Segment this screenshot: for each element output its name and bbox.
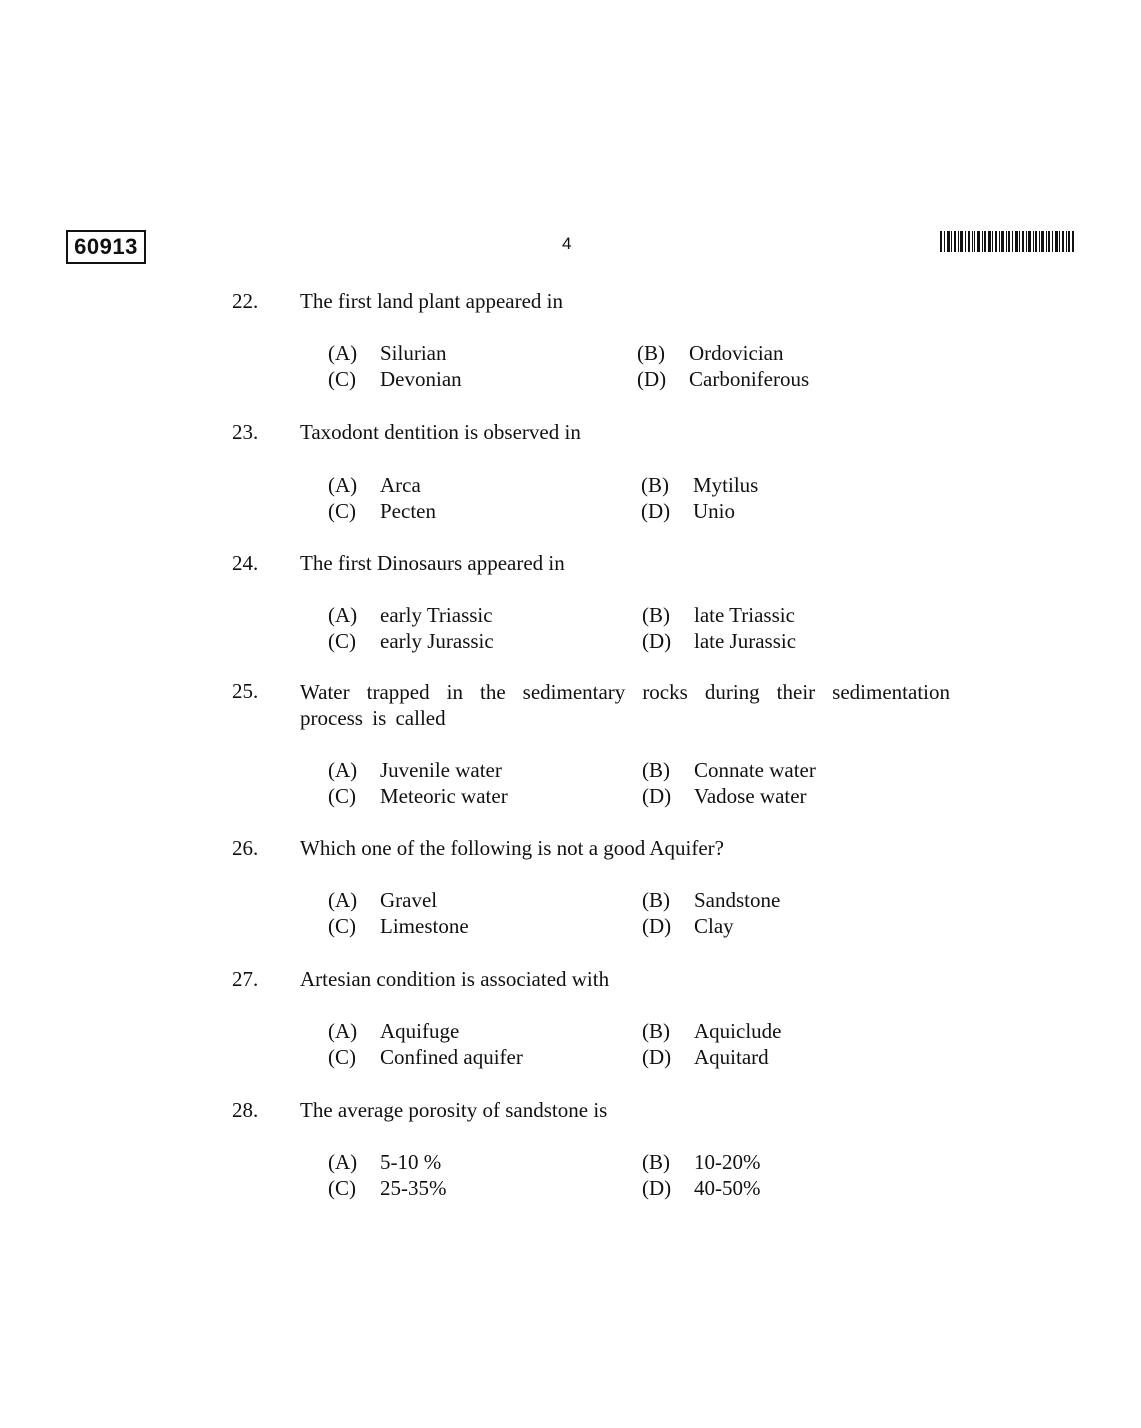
option-label: (A) xyxy=(328,473,358,497)
option-label: (A) xyxy=(328,888,358,912)
option-text: early Triassic xyxy=(380,603,493,627)
option-b xyxy=(642,603,795,628)
option-label: (D) xyxy=(637,367,667,391)
option-label: (A) xyxy=(328,603,358,627)
option-text: Meteoric water xyxy=(380,784,508,808)
option-label: (C) xyxy=(328,629,356,653)
option-d xyxy=(642,629,796,654)
option-text: Aquifuge xyxy=(380,1019,460,1043)
option-label: (D) xyxy=(642,784,672,808)
option-a xyxy=(328,1150,441,1175)
option-label: (B) xyxy=(637,341,665,365)
option-label: (B) xyxy=(642,758,670,782)
option-a xyxy=(328,888,437,913)
option-label: (B) xyxy=(641,473,669,497)
paper-code-box: 60913 xyxy=(66,230,146,264)
option-text: Vadose water xyxy=(694,784,807,808)
option-label: (B) xyxy=(642,603,670,627)
option-text: early Jurassic xyxy=(380,629,494,653)
option-label: (C) xyxy=(328,1176,356,1200)
question-number: 23. xyxy=(232,420,259,444)
question-text: The first land plant appeared in xyxy=(300,289,563,313)
option-label: (C) xyxy=(328,367,356,391)
option-a xyxy=(328,473,421,498)
option-d xyxy=(642,1176,761,1201)
option-label: (C) xyxy=(328,499,356,523)
option-label: (B) xyxy=(642,1019,670,1043)
option-label: (A) xyxy=(328,1150,358,1174)
option-text: Arca xyxy=(380,473,421,497)
option-d xyxy=(637,367,809,392)
option-d xyxy=(642,914,734,939)
option-label: (D) xyxy=(642,629,672,653)
option-a xyxy=(328,1019,459,1044)
question-number: 25. xyxy=(232,679,259,703)
option-b xyxy=(642,888,780,913)
option-text: late Jurassic xyxy=(694,629,797,653)
option-a xyxy=(328,603,493,628)
option-text: 5-10 % xyxy=(380,1150,442,1174)
option-text: Confined aquifer xyxy=(380,1045,523,1069)
question-number: 27. xyxy=(232,967,259,991)
option-text: Mytilus xyxy=(693,473,759,497)
option-text: Pecten xyxy=(380,499,436,523)
option-b xyxy=(637,341,783,366)
option-label: (B) xyxy=(642,888,670,912)
option-text: 25-35% xyxy=(380,1176,447,1200)
option-c xyxy=(328,629,494,654)
question-text: The average porosity of sandstone is xyxy=(300,1098,608,1122)
option-d xyxy=(642,784,807,809)
option-text: Sandstone xyxy=(694,888,781,912)
option-text: Connate water xyxy=(694,758,816,782)
option-c xyxy=(328,914,469,939)
option-label: (D) xyxy=(642,1045,672,1069)
option-label: (C) xyxy=(328,784,356,808)
option-label: (B) xyxy=(642,1150,670,1174)
option-label: (A) xyxy=(328,1019,358,1043)
option-label: (D) xyxy=(641,499,671,523)
option-b xyxy=(642,1150,761,1175)
question-number: 24. xyxy=(232,551,259,575)
option-text: late Triassic xyxy=(694,603,795,627)
option-text: Gravel xyxy=(380,888,438,912)
option-b xyxy=(642,758,816,783)
option-a xyxy=(328,341,447,366)
option-text: 40-50% xyxy=(694,1176,761,1200)
option-text: Juvenile water xyxy=(380,758,502,782)
option-text: Carboniferous xyxy=(689,367,810,391)
option-text: Limestone xyxy=(380,914,469,938)
option-text: Silurian xyxy=(380,341,447,365)
option-text: Devonian xyxy=(380,367,462,391)
option-label: (A) xyxy=(328,341,358,365)
question-number: 28. xyxy=(232,1098,259,1122)
option-c xyxy=(328,1176,447,1201)
option-c xyxy=(328,367,462,392)
option-b xyxy=(641,473,758,498)
question-text: The first Dinosaurs appeared in xyxy=(300,551,565,575)
option-label: (C) xyxy=(328,914,356,938)
option-a xyxy=(328,758,502,783)
question-text: Which one of the following is not a good Aquifer? xyxy=(300,836,724,860)
option-d xyxy=(641,499,735,524)
option-label: (C) xyxy=(328,1045,356,1069)
question-number: 22. xyxy=(232,289,259,313)
page-number: 4 xyxy=(562,234,572,253)
question-text: Taxodont dentition is observed in xyxy=(300,420,581,444)
option-b xyxy=(642,1019,781,1044)
option-d xyxy=(642,1045,769,1070)
barcode-icon xyxy=(940,231,1074,252)
option-text: Clay xyxy=(694,914,734,938)
question-text: Artesian condition is associated with xyxy=(300,967,610,991)
option-c xyxy=(328,784,508,809)
option-c xyxy=(328,499,436,524)
option-text: Unio xyxy=(693,499,735,523)
option-label: (A) xyxy=(328,758,358,782)
option-label: (D) xyxy=(642,914,672,938)
question-number: 26. xyxy=(232,836,259,860)
question-text: Water trapped in the sedimentary rocks during their sedimentation process is called xyxy=(300,680,950,730)
option-text: Aquitard xyxy=(694,1045,769,1069)
option-text: Ordovician xyxy=(689,341,784,365)
option-c xyxy=(328,1045,523,1070)
option-label: (D) xyxy=(642,1176,672,1200)
option-text: 10-20% xyxy=(694,1150,761,1174)
option-text: Aquiclude xyxy=(694,1019,782,1043)
